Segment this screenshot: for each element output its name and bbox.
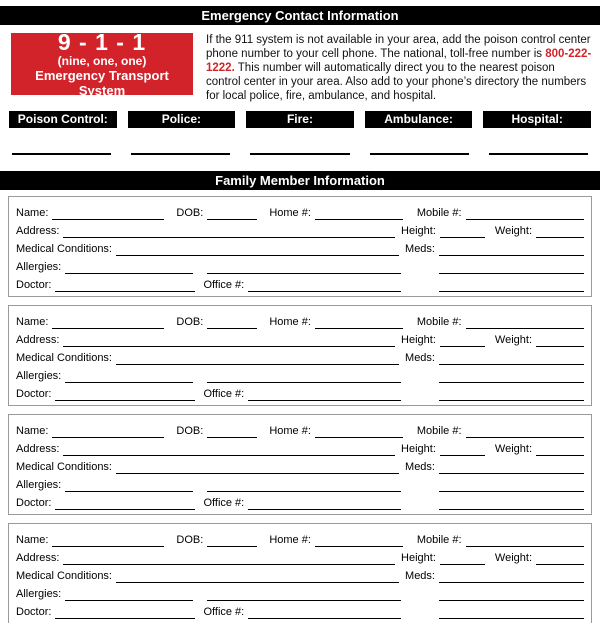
medical-conditions-row: [16, 238, 584, 256]
name-fill-line: [52, 546, 164, 547]
home-phone-fill-line: [315, 546, 403, 547]
emergency-contact-labels-row: [9, 111, 591, 128]
allergies-fill-line: [65, 491, 193, 492]
poison-control-phone-number: 800-222-1222.: [206, 48, 592, 74]
family-member-title: Family Member Information: [215, 173, 385, 188]
dob-fill-line: [207, 328, 257, 329]
dob-label: DOB:: [176, 316, 204, 328]
medical-conditions-fill-line: [116, 473, 399, 474]
address-row: [16, 220, 584, 238]
home-phone-label: Home #:: [269, 316, 311, 328]
weight-label: Weight:: [494, 334, 532, 346]
meds-continuation-fill-line-2: [439, 618, 584, 619]
allergies-row: [16, 474, 584, 492]
medical-conditions-row: [16, 456, 584, 474]
family-member-header-bar: [0, 171, 600, 190]
name-label: Name:: [16, 425, 49, 437]
allergies-fill-line: [65, 600, 193, 601]
weight-label: Weight:: [494, 225, 532, 237]
doctor-label: Doctor:: [16, 388, 52, 400]
office-phone-fill-line: [248, 618, 401, 619]
address-label: Address:: [16, 552, 60, 564]
meds-fill-line: [439, 255, 584, 256]
address-label: Address:: [16, 334, 60, 346]
contact-label-ambulance: Ambulance:: [365, 111, 473, 128]
poison-control-instructions: [206, 33, 592, 103]
allergies-continuation-fill-line: [207, 491, 401, 492]
name-label: Name:: [16, 316, 49, 328]
height-fill-line: [440, 455, 485, 456]
office-phone-label: Office #:: [203, 497, 245, 509]
dob-label: DOB:: [176, 425, 204, 437]
doctor-row: [16, 383, 584, 401]
medical-conditions-label: Medical Conditions:: [16, 570, 112, 582]
contact-label-poison-control: Poison Control:: [9, 111, 117, 128]
allergies-label: Allergies:: [16, 370, 62, 382]
height-label: Height:: [401, 334, 436, 346]
name-label: Name:: [16, 534, 49, 546]
medical-conditions-fill-line: [116, 255, 399, 256]
dob-fill-line: [207, 546, 257, 547]
name-fill-line: [52, 328, 164, 329]
mobile-phone-label: Mobile #:: [416, 207, 462, 219]
dob-label: DOB:: [176, 207, 204, 219]
contact-label-hospital: Hospital:: [483, 111, 591, 128]
doctor-label: Doctor:: [16, 606, 52, 618]
height-label: Height:: [401, 552, 436, 564]
meds-continuation-fill-line-1: [439, 600, 584, 601]
doctor-fill-line: [55, 291, 195, 292]
allergies-row: [16, 256, 584, 274]
instructions-before-phone: If the 911 system is not available in your area, add the poison control center phone number to your cell phone. The national, toll-free number is: [206, 34, 591, 60]
medical-conditions-fill-line: [116, 364, 399, 365]
weight-fill-line: [536, 237, 584, 238]
medical-conditions-fill-line: [116, 582, 399, 583]
office-phone-fill-line: [248, 400, 401, 401]
address-label: Address:: [16, 443, 60, 455]
medical-conditions-label: Medical Conditions:: [16, 352, 112, 364]
height-fill-line: [440, 346, 485, 347]
medical-conditions-row: [16, 347, 584, 365]
weight-fill-line: [536, 346, 584, 347]
meds-label: Meds:: [405, 243, 435, 255]
doctor-row: [16, 492, 584, 510]
meds-label: Meds:: [405, 352, 435, 364]
mobile-phone-label: Mobile #:: [416, 316, 462, 328]
address-fill-line: [63, 346, 395, 347]
meds-label: Meds:: [405, 461, 435, 473]
allergies-label: Allergies:: [16, 261, 62, 273]
mobile-phone-fill-line: [466, 328, 584, 329]
office-phone-label: Office #:: [203, 606, 245, 618]
emergency-contact-title: Emergency Contact Information: [201, 8, 399, 23]
height-label: Height:: [401, 443, 436, 455]
doctor-fill-line: [55, 509, 195, 510]
address-label: Address:: [16, 225, 60, 237]
name-row: [16, 420, 584, 438]
address-row: [16, 547, 584, 565]
emergency-contact-header-bar: [0, 6, 600, 25]
meds-label: Meds:: [405, 570, 435, 582]
office-phone-fill-line: [248, 509, 401, 510]
fire-fill-line: [250, 153, 349, 155]
name-row: [16, 311, 584, 329]
doctor-label: Doctor:: [16, 497, 52, 509]
height-fill-line: [440, 564, 485, 565]
meds-fill-line: [439, 582, 584, 583]
home-phone-label: Home #:: [269, 425, 311, 437]
allergies-continuation-fill-line: [207, 600, 401, 601]
contact-label-police: Police:: [128, 111, 236, 128]
emergency-contact-fill-lines-row: [12, 153, 588, 155]
ambulance-fill-line: [370, 153, 469, 155]
home-phone-label: Home #:: [269, 207, 311, 219]
family-member-block: [8, 305, 592, 406]
height-label: Height:: [401, 225, 436, 237]
office-phone-label: Office #:: [203, 388, 245, 400]
mobile-phone-fill-line: [466, 546, 584, 547]
family-member-block: [8, 196, 592, 297]
weight-label: Weight:: [494, 443, 532, 455]
address-fill-line: [63, 455, 395, 456]
dob-label: DOB:: [176, 534, 204, 546]
allergies-label: Allergies:: [16, 479, 62, 491]
address-row: [16, 329, 584, 347]
doctor-label: Doctor:: [16, 279, 52, 291]
meds-continuation-fill-line-2: [439, 291, 584, 292]
family-blocks: [8, 196, 592, 623]
home-phone-fill-line: [315, 437, 403, 438]
name-row: [16, 529, 584, 547]
badge-911-number: 9 - 1 - 1: [57, 29, 147, 55]
police-fill-line: [131, 153, 230, 155]
weight-fill-line: [536, 455, 584, 456]
address-fill-line: [63, 237, 395, 238]
doctor-fill-line: [55, 400, 195, 401]
home-phone-label: Home #:: [269, 534, 311, 546]
allergies-fill-line: [65, 382, 193, 383]
family-member-block: [8, 414, 592, 515]
dob-fill-line: [207, 219, 257, 220]
meds-fill-line: [439, 473, 584, 474]
doctor-row: [16, 601, 584, 619]
address-row: [16, 438, 584, 456]
office-phone-fill-line: [248, 291, 401, 292]
meds-continuation-fill-line-2: [439, 509, 584, 510]
home-phone-fill-line: [315, 328, 403, 329]
name-fill-line: [52, 437, 164, 438]
allergies-continuation-fill-line: [207, 382, 401, 383]
medical-conditions-label: Medical Conditions:: [16, 243, 112, 255]
address-fill-line: [63, 564, 395, 565]
medical-conditions-label: Medical Conditions:: [16, 461, 112, 473]
mobile-phone-label: Mobile #:: [416, 425, 462, 437]
meds-continuation-fill-line-1: [439, 382, 584, 383]
meds-continuation-fill-line-2: [439, 400, 584, 401]
instructions-after-phone: This number will automatically direct you to the nearest poison control center in your area. Also add to your phone’s directory the numbers for local police, fire, ambulance, and hospital.: [206, 62, 587, 102]
home-phone-fill-line: [315, 219, 403, 220]
mobile-phone-fill-line: [466, 219, 584, 220]
dob-fill-line: [207, 437, 257, 438]
badge-911: [11, 29, 193, 98]
intro-section: [11, 29, 592, 103]
name-row: [16, 202, 584, 220]
meds-fill-line: [439, 364, 584, 365]
name-label: Name:: [16, 207, 49, 219]
meds-continuation-fill-line-1: [439, 491, 584, 492]
family-member-block: [8, 523, 592, 623]
contact-label-fire: Fire:: [246, 111, 354, 128]
weight-label: Weight:: [494, 552, 532, 564]
badge-911-subtitle: (nine, one, one): [57, 54, 147, 68]
mobile-phone-label: Mobile #:: [416, 534, 462, 546]
meds-continuation-fill-line-1: [439, 273, 584, 274]
allergies-continuation-fill-line: [207, 273, 401, 274]
allergies-label: Allergies:: [16, 588, 62, 600]
office-phone-label: Office #:: [203, 279, 245, 291]
name-fill-line: [52, 219, 164, 220]
doctor-fill-line: [55, 618, 195, 619]
poison-control-fill-line: [12, 153, 111, 155]
doctor-row: [16, 274, 584, 292]
medical-conditions-row: [16, 565, 584, 583]
height-fill-line: [440, 237, 485, 238]
allergies-row: [16, 365, 584, 383]
allergies-fill-line: [65, 273, 193, 274]
weight-fill-line: [536, 564, 584, 565]
badge-911-caption: Emergency Transport System: [35, 68, 169, 98]
hospital-fill-line: [489, 153, 588, 155]
allergies-row: [16, 583, 584, 601]
mobile-phone-fill-line: [466, 437, 584, 438]
